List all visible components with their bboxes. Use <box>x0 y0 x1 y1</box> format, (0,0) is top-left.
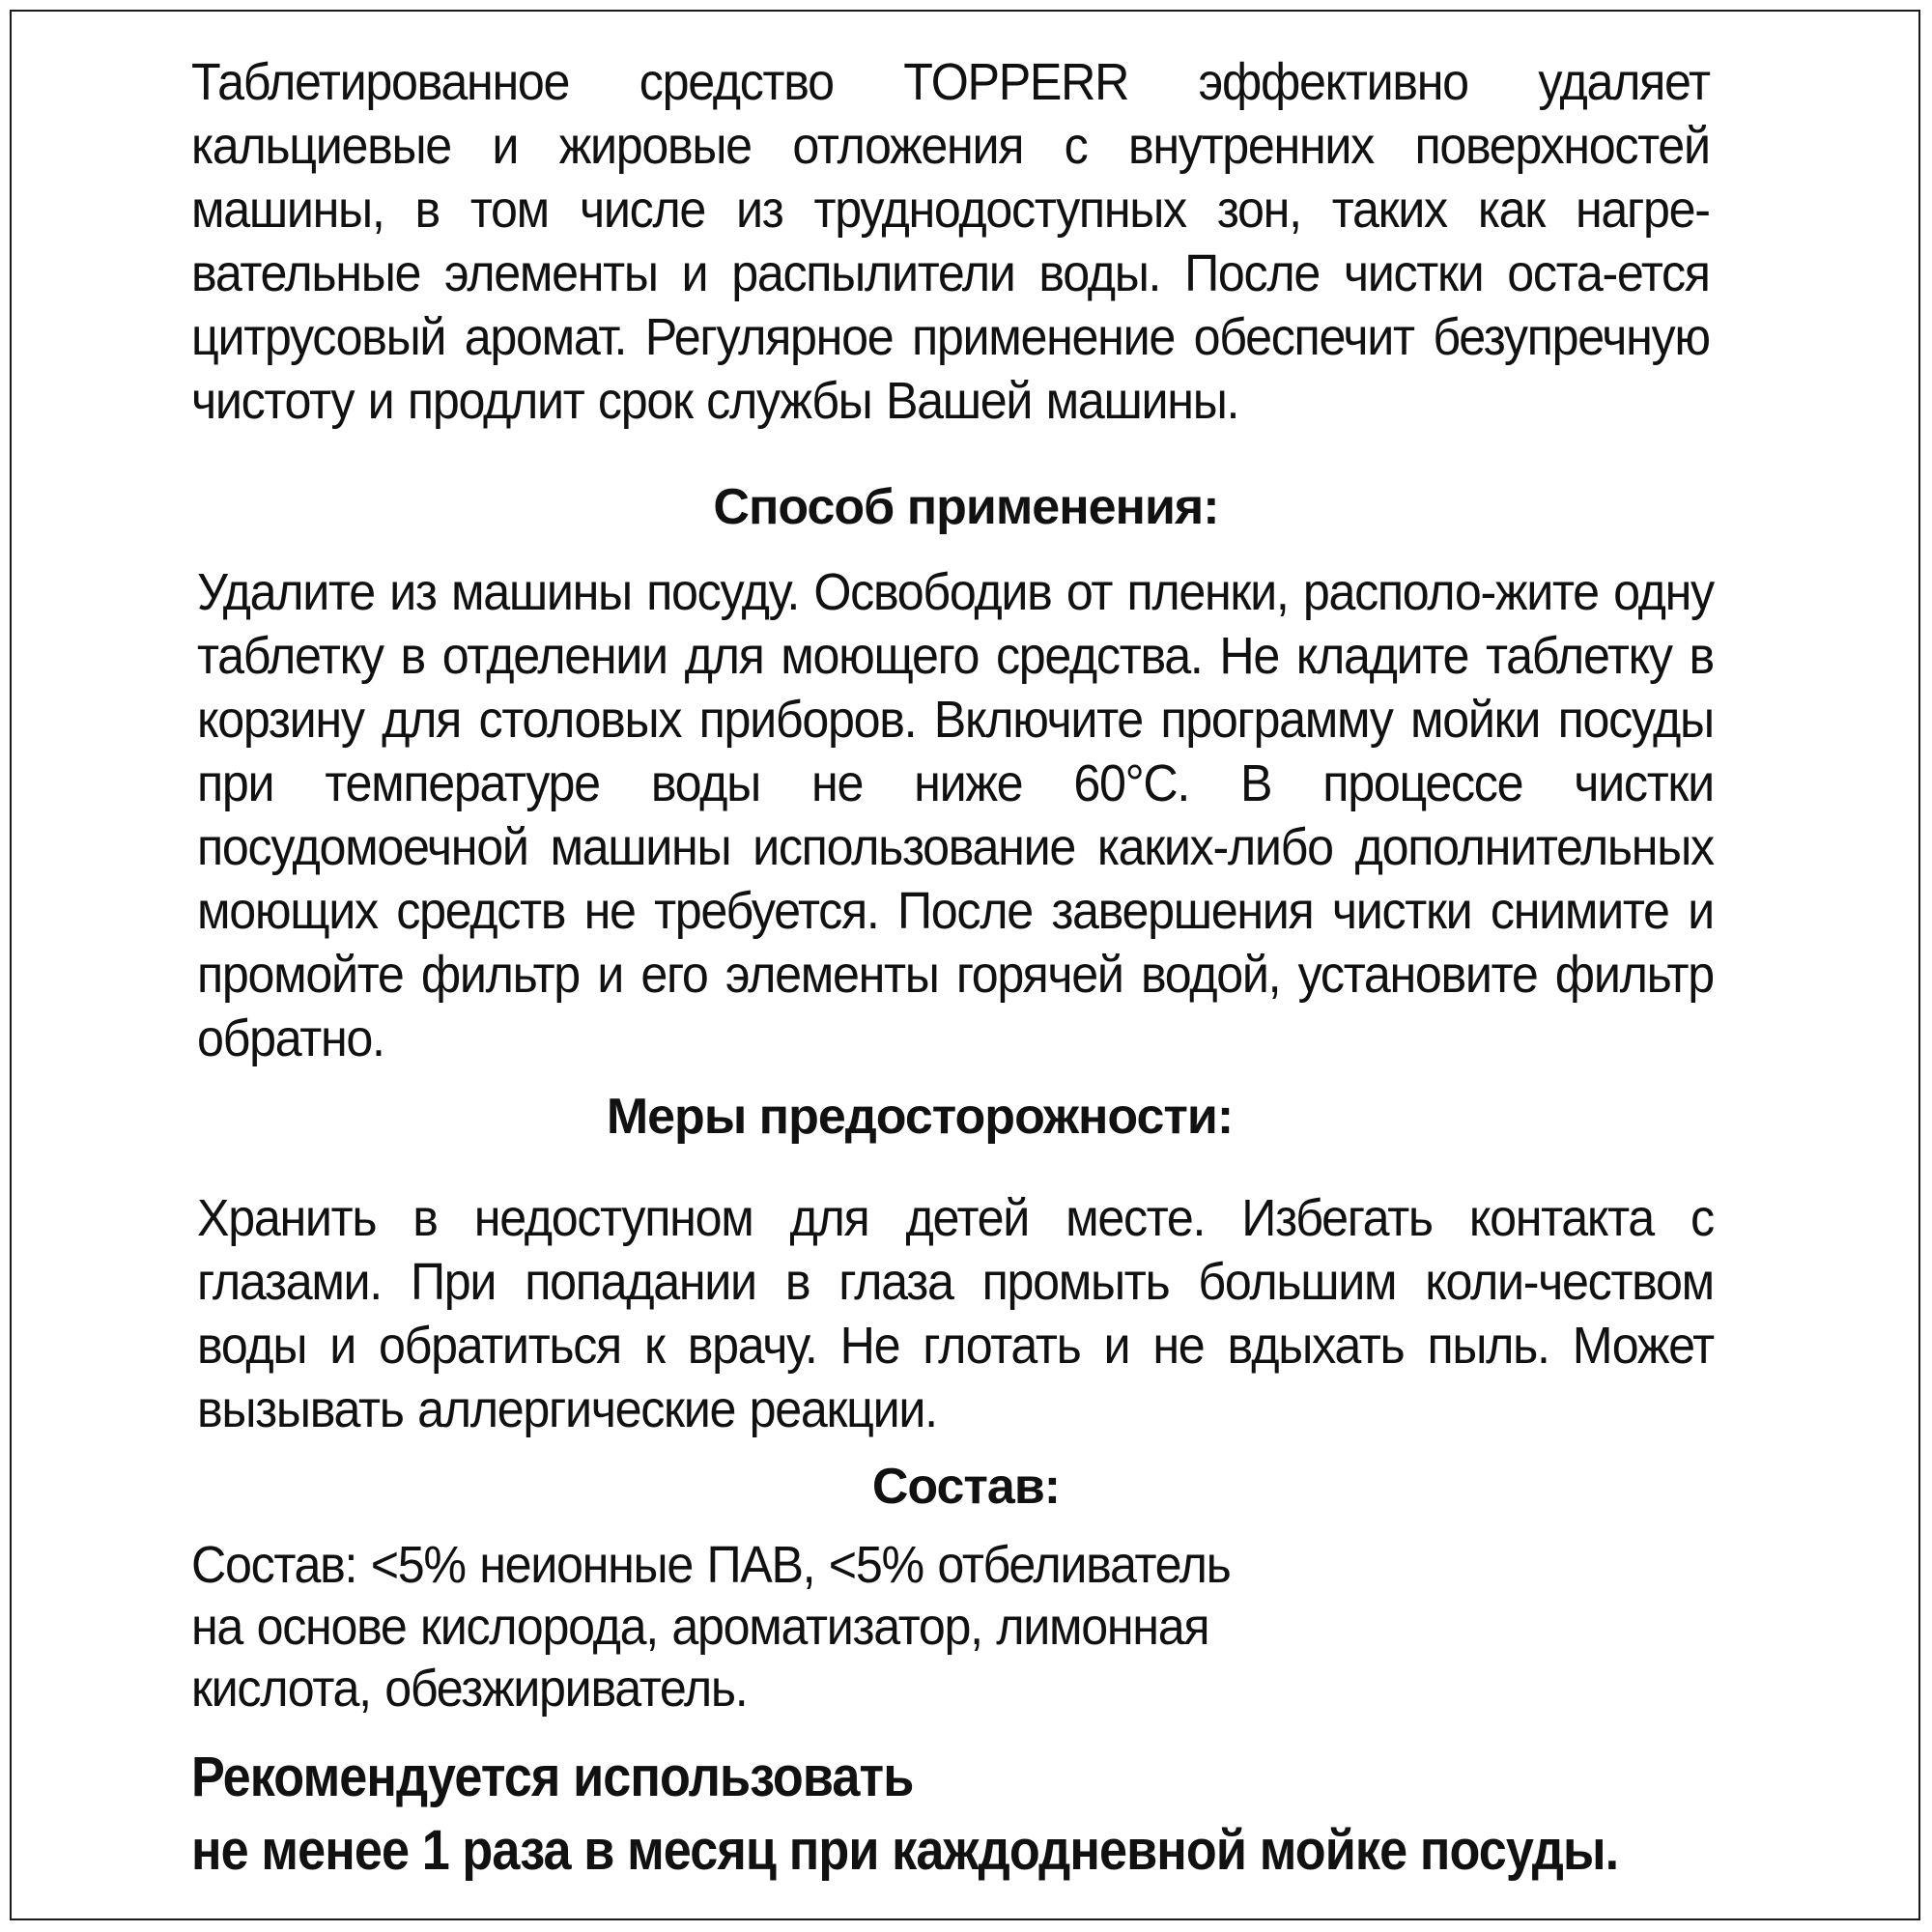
usage-recommendation <box>191 1741 1618 1888</box>
caution-paragraph: Хранить в недоступном для детей месте. Избегать контакта с глазами. При попадании в глаза промыть большим коли-чеством воды и обратиться к врачу. Не глотать и не вдыхать пыль. Может вызывать аллергические реакции. <box>197 1189 1714 1438</box>
composition-heading: Состав: <box>871 1459 1061 1515</box>
recommendation-line-2: не менее 1 раза в месяц при каждодневной мойке посуды. <box>191 1819 1619 1882</box>
caution-heading: Меры предосторожности: <box>606 1089 1234 1145</box>
recommendation-line-1: Рекомендуется использовать <box>191 1746 914 1808</box>
method-heading: Способ применения: <box>713 479 1219 535</box>
composition-paragraph: Состав: <5% неионные ПАВ, <5% отбеливатель на основе кислорода, ароматизатор, лимонная кислота, обезжириватель. <box>191 1536 1231 1718</box>
method-paragraph: Удалите из машины посуду. Освободив от пленки, располо-жите одну таблетку в отделении для моющего средства. Не кладите таблетку в корзину для столовых приборов. Включите программу мойки посуды при температуре воды не ниже 60°С. В процессе чистки посудомоечной машины использование каких-либо дополнительных моющих средств не требуется. После завершения чистки снимите и промойте фильтр и его элементы горячей водой, установите фильтр обратно. <box>197 563 1714 1067</box>
intro-paragraph: Таблетированное средство TOPPERR эффективно удаляет кальциевые и жировые отложения с внутренних поверхностей машины, в том числе из труднодоступных зон, таких как нагре-вательные элементы и распылители воды. После чистки оста-ется цитрусовый аромат. Регулярное применение обеспечит безупречную чистоту и продлит срок службы Вашей машины. <box>191 53 1710 430</box>
